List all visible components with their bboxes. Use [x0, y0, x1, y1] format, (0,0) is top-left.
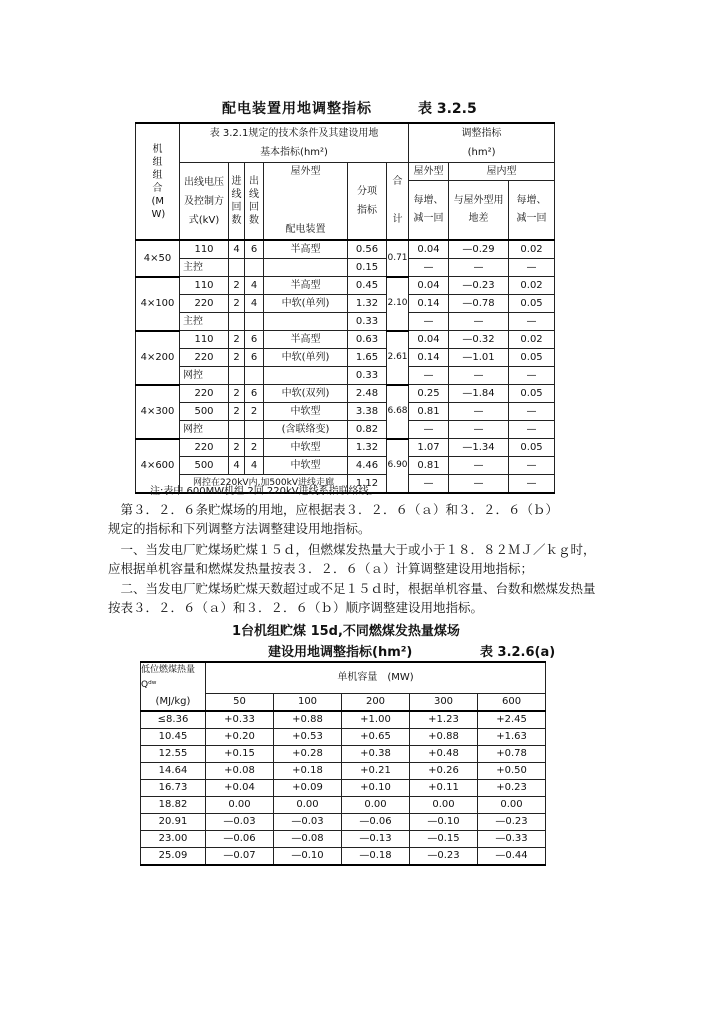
- sub-index-cell: 0.82: [348, 421, 387, 439]
- heat-value-cell: 23.00: [141, 830, 206, 847]
- adj-outdoor-cell: 0.04: [409, 331, 449, 349]
- table-row: [141, 830, 546, 847]
- unit-combination: 4×600: [136, 439, 180, 494]
- table2-title-line1: 1台机组贮煤 15d,不同燃煤发热量煤场: [232, 624, 460, 639]
- out-lines-cell: [245, 421, 264, 439]
- adj-outdoor-cell: 0.14: [409, 295, 449, 313]
- out-lines-cell: 4: [245, 295, 264, 313]
- table-row: [141, 711, 546, 729]
- adjust-value-cell: —0.07: [206, 847, 274, 865]
- adjust-value-cell: +0.15: [206, 745, 274, 762]
- adj-indoor-per-line-cell: —: [509, 421, 555, 439]
- adj-outdoor-per-line: 每增、减一回: [409, 181, 449, 241]
- total-cell: 0.71: [387, 240, 409, 277]
- table-row: [141, 745, 546, 762]
- voltage-cell: 110: [180, 240, 229, 259]
- adj-indoor-diff-cell: —: [449, 421, 509, 439]
- adjust-value-cell: —0.15: [410, 830, 478, 847]
- adj-indoor-per-line-cell: 0.05: [509, 385, 555, 403]
- adjust-value-cell: +0.50: [478, 762, 546, 779]
- capacity-header: 单机容量 (MW): [206, 662, 546, 693]
- adjust-value-cell: +0.28: [274, 745, 342, 762]
- adjust-value-cell: +0.78: [478, 745, 546, 762]
- table-row: [136, 403, 555, 421]
- table-row: [136, 277, 555, 295]
- adjust-value-cell: +1.23: [410, 711, 478, 729]
- out-lines-cell: 6: [245, 385, 264, 403]
- land-adjustment-table: [135, 122, 555, 494]
- outdoor-type-cell: 半高型: [264, 331, 348, 349]
- sub-index-cell: 0.15: [348, 259, 387, 277]
- sub-index-cell: 3.38: [348, 403, 387, 421]
- voltage-cell: 网控: [180, 367, 229, 385]
- table-row: [141, 728, 546, 745]
- unit-combination: 4×300: [136, 385, 180, 439]
- adjust-value-cell: +1.00: [342, 711, 410, 729]
- in-lines-cell: 4: [229, 457, 245, 475]
- table-row: [141, 779, 546, 796]
- adj-indoor-header: 屋内型: [449, 163, 555, 181]
- adj-indoor-per-line-cell: 0.05: [509, 349, 555, 367]
- table-row: [136, 349, 555, 367]
- table-row: [136, 295, 555, 313]
- adj-indoor-diff-cell: —1.84: [449, 385, 509, 403]
- adj-indoor-per-line-cell: —: [509, 457, 555, 475]
- out-lines-header: 出线回数: [245, 163, 264, 241]
- adj-indoor-per-line-cell: 0.02: [509, 277, 555, 295]
- in-lines-cell: [229, 313, 245, 331]
- adjust-value-cell: —0.10: [274, 847, 342, 865]
- voltage-cell: 500: [180, 457, 229, 475]
- out-lines-cell: 4: [245, 457, 264, 475]
- in-lines-cell: 4: [229, 240, 245, 259]
- adj-indoor-per-line-cell: —: [509, 259, 555, 277]
- sub-index-cell: 0.33: [348, 313, 387, 331]
- capacity-50: 50: [206, 693, 274, 711]
- outdoor-type-cell: 中软(双列): [264, 385, 348, 403]
- heat-value-cell: 14.64: [141, 762, 206, 779]
- adj-indoor-diff: 与屋外型用地差: [449, 181, 509, 241]
- table-row: [136, 313, 555, 331]
- adj-indoor-per-line-cell: —: [509, 367, 555, 385]
- adjust-value-cell: —0.23: [410, 847, 478, 865]
- table1-note: 注:表中 600MW机组 2回 220kV进线系指联络线。: [150, 486, 379, 497]
- adjust-value-cell: +0.48: [410, 745, 478, 762]
- adjust-value-cell: —0.13: [342, 830, 410, 847]
- adjust-value-cell: +0.09: [274, 779, 342, 796]
- in-lines-cell: [229, 367, 245, 385]
- capacity-200: 200: [342, 693, 410, 711]
- adj-indoor-diff-cell: —: [449, 259, 509, 277]
- adj-outdoor-cell: —: [409, 475, 449, 494]
- adjust-value-cell: —0.23: [478, 813, 546, 830]
- adj-outdoor-cell: 0.14: [409, 349, 449, 367]
- voltage-cell: 500: [180, 403, 229, 421]
- adjust-value-cell: +0.26: [410, 762, 478, 779]
- unit-combination-header: 机组组合(MW): [136, 123, 180, 240]
- heat-value-cell: 25.09: [141, 847, 206, 865]
- adjust-value-cell: +0.33: [206, 711, 274, 729]
- table1-title: 配电装置用地调整指标: [222, 101, 372, 117]
- heat-value-cell: ≤8.36: [141, 711, 206, 729]
- outdoor-type-cell: (含联络变): [264, 421, 348, 439]
- heat-value-cell: 18.82: [141, 796, 206, 813]
- adj-indoor-diff-cell: —: [449, 475, 509, 494]
- adj-indoor-diff-cell: —1.01: [449, 349, 509, 367]
- outdoor-type-header: 屋外型: [264, 163, 348, 181]
- table-row: [141, 796, 546, 813]
- adjust-value-cell: 0.00: [342, 796, 410, 813]
- out-lines-cell: 6: [245, 240, 264, 259]
- adjust-value-cell: +0.11: [410, 779, 478, 796]
- adj-indoor-diff-cell: —1.34: [449, 439, 509, 457]
- table-row: [136, 259, 555, 277]
- sub-index-cell: 4.46: [348, 457, 387, 475]
- in-lines-cell: [229, 421, 245, 439]
- paragraph-3: 一、当发电厂贮煤场贮煤１５ｄ，但燃煤发热量大于或小于１８．８２ＭＪ／ｋｇ时，: [108, 542, 596, 557]
- unit-combination: 4×200: [136, 331, 180, 385]
- voltage-header: 出线电压及控制方式(kV): [180, 163, 229, 241]
- table2-title-line2: 建设用地调整指标(hm²): [268, 645, 413, 660]
- paragraph-4: 应根据单机容量和燃煤发热量按表３．２．６（ａ）计算调整建设用地指标；: [108, 561, 534, 576]
- table-row: [136, 421, 555, 439]
- adjust-value-cell: +0.65: [342, 728, 410, 745]
- adjust-value-cell: —0.44: [478, 847, 546, 865]
- sub-index-cell: 0.45: [348, 277, 387, 295]
- unit-combination: 4×100: [136, 277, 180, 331]
- adjust-index-unit: (hm²): [409, 143, 555, 163]
- total-cell: 2.61: [387, 331, 409, 385]
- capacity-100: 100: [274, 693, 342, 711]
- adjust-value-cell: —0.18: [342, 847, 410, 865]
- outdoor-type-cell: 中软(单列): [264, 295, 348, 313]
- table-row: [136, 331, 555, 349]
- adj-outdoor-cell: 0.81: [409, 403, 449, 421]
- heat-value-header: 低位燃煤热量Qᵈʷ: [141, 662, 206, 693]
- adjust-value-cell: +0.10: [342, 779, 410, 796]
- voltage-cell: 主控: [180, 313, 229, 331]
- sub-index-cell: 0.63: [348, 331, 387, 349]
- table-row: [136, 367, 555, 385]
- adjust-value-cell: —0.10: [410, 813, 478, 830]
- sub-index-cell: 0.33: [348, 367, 387, 385]
- outdoor-type-cell: [264, 367, 348, 385]
- voltage-cell: 网控在220kV内,加500kV进线走廊: [180, 475, 348, 494]
- table-row: [141, 762, 546, 779]
- adj-outdoor-cell: 1.07: [409, 439, 449, 457]
- table-row: [141, 813, 546, 830]
- adj-outdoor-cell: 0.25: [409, 385, 449, 403]
- adj-indoor-per-line-cell: —: [509, 403, 555, 421]
- in-lines-cell: 2: [229, 349, 245, 367]
- sub-index-header: 分项指标: [348, 163, 387, 241]
- out-lines-cell: [245, 259, 264, 277]
- voltage-cell: 110: [180, 331, 229, 349]
- table-row: [136, 457, 555, 475]
- paragraph-1: 第３．２．６条贮煤场的用地，应根据表３．２．６（ａ）和３．２．６（ｂ）: [108, 502, 559, 517]
- total-header: 合计: [387, 163, 409, 241]
- adjust-value-cell: +0.88: [274, 711, 342, 729]
- total-cell: 6.90: [387, 439, 409, 494]
- in-lines-cell: 2: [229, 295, 245, 313]
- adj-indoor-per-line-cell: 0.05: [509, 439, 555, 457]
- paragraph-5: 二、当发电厂贮煤场贮煤天数超过或不足１５ｄ时，根据单机容量、台数和燃煤发热量: [108, 581, 596, 596]
- adj-indoor-diff-cell: —: [449, 403, 509, 421]
- outdoor-type-cell: 中软型: [264, 403, 348, 421]
- in-lines-header: 进线回数: [229, 163, 245, 241]
- outdoor-type-cell: [264, 259, 348, 277]
- adjust-value-cell: +0.20: [206, 728, 274, 745]
- voltage-cell: 220: [180, 385, 229, 403]
- paragraph-2: 规定的指标和下列调整方法调整建设用地指标。: [108, 521, 371, 536]
- table-row: [136, 439, 555, 457]
- in-lines-cell: 2: [229, 439, 245, 457]
- adjust-value-cell: 0.00: [206, 796, 274, 813]
- adjust-value-cell: +1.63: [478, 728, 546, 745]
- voltage-cell: 220: [180, 349, 229, 367]
- adjust-value-cell: +0.23: [478, 779, 546, 796]
- capacity-300: 300: [410, 693, 478, 711]
- adjust-value-cell: 0.00: [478, 796, 546, 813]
- outdoor-type-cell: 半高型: [264, 277, 348, 295]
- adj-outdoor-header: 屋外型: [409, 163, 449, 181]
- adj-indoor-diff-cell: —0.78: [449, 295, 509, 313]
- out-lines-cell: 2: [245, 403, 264, 421]
- sub-index-cell: 1.12: [348, 475, 387, 494]
- outdoor-type-cell: 中软型: [264, 457, 348, 475]
- adj-indoor-per-line-cell: —: [509, 475, 555, 494]
- out-lines-cell: 6: [245, 331, 264, 349]
- adjust-value-cell: +0.08: [206, 762, 274, 779]
- adj-indoor-per-line-cell: 0.02: [509, 331, 555, 349]
- voltage-cell: 网控: [180, 421, 229, 439]
- adjust-value-cell: 0.00: [274, 796, 342, 813]
- adj-outdoor-cell: —: [409, 313, 449, 331]
- total-cell: 2.10: [387, 277, 409, 331]
- sub-index-cell: 1.65: [348, 349, 387, 367]
- adj-indoor-diff-cell: —0.23: [449, 277, 509, 295]
- adj-outdoor-cell: 0.04: [409, 240, 449, 259]
- adj-outdoor-cell: 0.04: [409, 277, 449, 295]
- heat-value-cell: 10.45: [141, 728, 206, 745]
- voltage-cell: 110: [180, 277, 229, 295]
- unit-combination: 4×50: [136, 240, 180, 277]
- heat-value-cell: 16.73: [141, 779, 206, 796]
- out-lines-cell: [245, 313, 264, 331]
- heat-value-cell: 20.91: [141, 813, 206, 830]
- sub-index-cell: 1.32: [348, 439, 387, 457]
- table-row: [136, 240, 555, 259]
- adjust-value-cell: —0.06: [342, 813, 410, 830]
- adjust-value-cell: —0.08: [274, 830, 342, 847]
- adj-indoor-diff-cell: —: [449, 313, 509, 331]
- adj-indoor-diff-cell: —: [449, 457, 509, 475]
- adjust-value-cell: —0.06: [206, 830, 274, 847]
- basic-index-header: 表 3.2.1规定的技术条件及其建设用地: [180, 123, 409, 143]
- outdoor-type-spacer: [264, 181, 348, 221]
- adj-outdoor-cell: —: [409, 259, 449, 277]
- heat-value-cell: 12.55: [141, 745, 206, 762]
- voltage-cell: 主控: [180, 259, 229, 277]
- in-lines-cell: 2: [229, 331, 245, 349]
- adj-indoor-per-line-cell: 0.02: [509, 240, 555, 259]
- outdoor-type-cell: 中软(单列): [264, 349, 348, 367]
- table-row: [141, 847, 546, 865]
- in-lines-cell: 2: [229, 385, 245, 403]
- adj-indoor-diff-cell: —0.29: [449, 240, 509, 259]
- adjust-value-cell: 0.00: [410, 796, 478, 813]
- adj-indoor-per-line-cell: 0.05: [509, 295, 555, 313]
- sub-index-cell: 1.32: [348, 295, 387, 313]
- paragraph-6: 按表３．２．６（ａ）和３．２．６（ｂ）顺序调整建设用地指标。: [108, 600, 484, 615]
- out-lines-cell: 2: [245, 439, 264, 457]
- adjust-value-cell: +0.38: [342, 745, 410, 762]
- out-lines-cell: 6: [245, 349, 264, 367]
- adj-indoor-diff-cell: —0.32: [449, 331, 509, 349]
- sub-index-cell: 2.48: [348, 385, 387, 403]
- outdoor-type-header-2: 配电装置: [264, 221, 348, 240]
- out-lines-cell: [245, 367, 264, 385]
- in-lines-cell: 2: [229, 277, 245, 295]
- coal-yard-adjustment-table: [140, 661, 546, 866]
- in-lines-cell: 2: [229, 403, 245, 421]
- adj-indoor-per-line: 每增、减一回: [509, 181, 555, 241]
- table2-number: 表 3.2.6(a): [480, 645, 556, 660]
- basic-index-subheader: 基本指标(hm²): [180, 143, 409, 163]
- adj-indoor-diff-cell: —: [449, 367, 509, 385]
- voltage-cell: 220: [180, 295, 229, 313]
- adjust-value-cell: +0.21: [342, 762, 410, 779]
- adjust-value-cell: —0.03: [274, 813, 342, 830]
- adjust-value-cell: +0.88: [410, 728, 478, 745]
- adj-outdoor-cell: —: [409, 367, 449, 385]
- capacity-600: 600: [478, 693, 546, 711]
- adjust-index-header: 调整指标: [409, 123, 555, 143]
- outdoor-type-cell: 半高型: [264, 240, 348, 259]
- adjust-value-cell: —0.03: [206, 813, 274, 830]
- heat-unit-header: (MJ/kg): [141, 693, 206, 711]
- adjust-value-cell: +0.18: [274, 762, 342, 779]
- adjust-value-cell: +0.53: [274, 728, 342, 745]
- outdoor-type-cell: 中软型: [264, 439, 348, 457]
- adjust-value-cell: +0.04: [206, 779, 274, 796]
- table-row: [136, 385, 555, 403]
- out-lines-cell: 4: [245, 277, 264, 295]
- sub-index-cell: 0.56: [348, 240, 387, 259]
- adjust-value-cell: —0.33: [478, 830, 546, 847]
- total-cell: 6.68: [387, 385, 409, 439]
- outdoor-type-cell: [264, 313, 348, 331]
- table1-number: 表 3.2.5: [418, 101, 477, 117]
- voltage-cell: 220: [180, 439, 229, 457]
- in-lines-cell: [229, 259, 245, 277]
- adj-outdoor-cell: —: [409, 421, 449, 439]
- adjust-value-cell: +2.45: [478, 711, 546, 729]
- adj-indoor-per-line-cell: —: [509, 313, 555, 331]
- adj-outdoor-cell: 0.81: [409, 457, 449, 475]
